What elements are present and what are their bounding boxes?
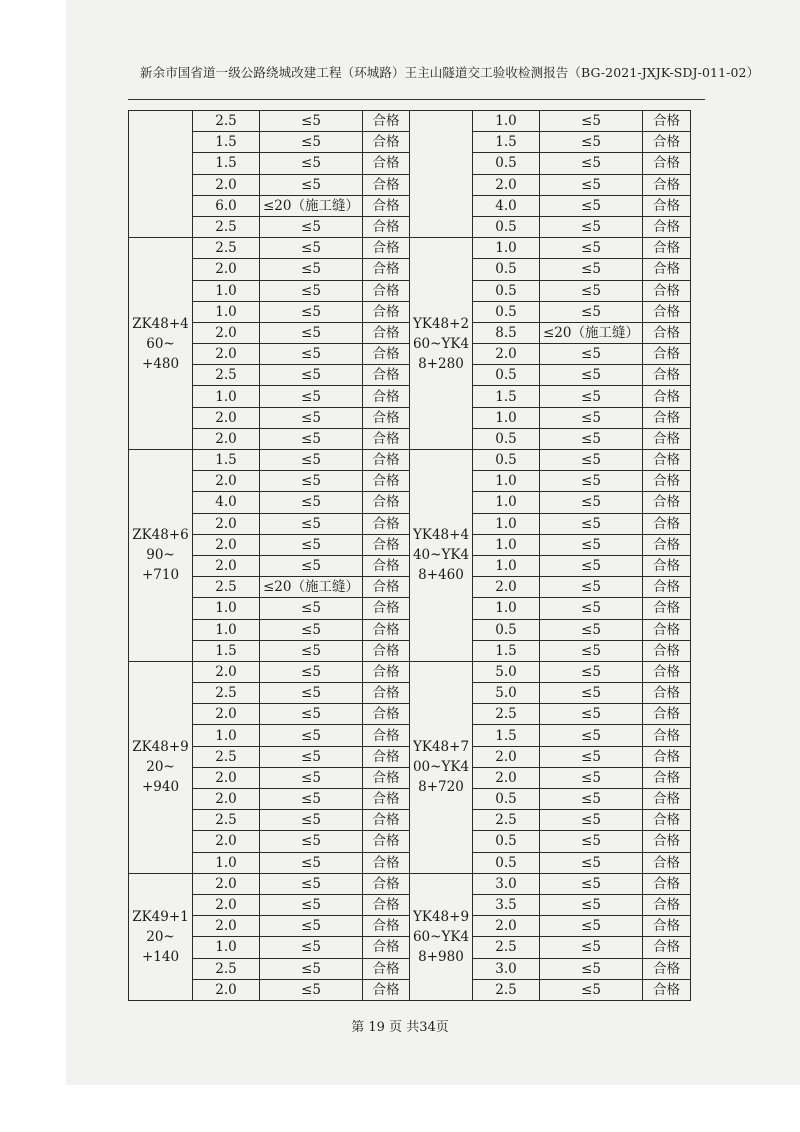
left-limit-cell: ≤5 [260,111,363,132]
right-segment-label-line: 40~YK4 [412,547,470,564]
left-measured-cell: 2.0 [193,471,260,492]
right-segment-cell [410,661,473,873]
right-limit-cell: ≤5 [540,386,643,407]
right-measured-cell: 0.5 [473,619,540,640]
right-measured-cell: 0.5 [473,852,540,873]
right-result-cell: 合格 [643,386,691,407]
left-limit-cell: ≤5 [260,471,363,492]
left-measured-cell: 1.0 [193,280,260,301]
right-measured-cell: 1.0 [473,598,540,619]
right-limit-cell: ≤5 [540,937,643,958]
left-result-cell: 合格 [363,746,410,767]
left-measured-cell: 2.5 [193,958,260,979]
right-segment-label-line: 60~YK4 [412,335,470,352]
left-result-cell: 合格 [363,153,410,174]
right-result-cell: 合格 [643,534,691,555]
right-result-cell: 合格 [643,746,691,767]
left-measured-cell: 2.0 [193,344,260,365]
left-limit-cell: ≤5 [260,386,363,407]
left-segment-label-line: +480 [141,355,180,372]
right-limit-cell: ≤5 [540,534,643,555]
right-measured-cell: 2.0 [473,767,540,788]
left-result-cell: 合格 [363,111,410,132]
left-result-cell: 合格 [363,322,410,343]
left-limit-cell: ≤5 [260,704,363,725]
left-measured-cell: 1.0 [193,619,260,640]
right-measured-cell: 1.5 [473,640,540,661]
right-result-cell: 合格 [643,322,691,343]
left-measured-cell: 1.0 [193,386,260,407]
left-measured-cell: 2.0 [193,831,260,852]
right-result-cell: 合格 [643,513,691,534]
left-limit-cell: ≤5 [260,810,363,831]
right-result-cell: 合格 [643,195,691,216]
left-result-cell: 合格 [363,555,410,576]
left-result-cell: 合格 [363,280,410,301]
inspection-table-container [128,110,690,1001]
right-measured-cell: 2.0 [473,746,540,767]
right-limit-cell: ≤5 [540,174,643,195]
left-segment-cell [129,111,193,238]
right-result-cell: 合格 [643,428,691,449]
right-result-cell: 合格 [643,661,691,682]
left-result-cell: 合格 [363,767,410,788]
left-segment-label-line: 20~ [146,759,175,776]
left-result-cell: 合格 [363,831,410,852]
table-row [129,450,691,471]
right-segment-label-line: 60~YK4 [412,928,470,945]
right-result-cell: 合格 [643,979,691,1000]
left-result-cell: 合格 [363,174,410,195]
left-segment-label-line: +940 [141,779,180,796]
right-limit-cell: ≤5 [540,852,643,873]
left-measured-cell: 2.0 [193,704,260,725]
left-result-cell: 合格 [363,301,410,322]
page-number: 第 19 页 共34页 [351,1020,449,1035]
left-result-cell: 合格 [363,407,410,428]
right-limit-cell: ≤5 [540,555,643,576]
right-measured-cell: 1.5 [473,386,540,407]
right-result-cell: 合格 [643,216,691,237]
left-measured-cell: 6.0 [193,195,260,216]
right-measured-cell: 0.5 [473,450,540,471]
right-measured-cell: 1.0 [473,534,540,555]
right-result-cell: 合格 [643,831,691,852]
left-limit-cell: ≤5 [260,492,363,513]
left-result-cell: 合格 [363,534,410,555]
right-limit-cell: ≤5 [540,979,643,1000]
left-measured-cell: 2.0 [193,555,260,576]
right-result-cell: 合格 [643,365,691,386]
right-measured-cell: 8.5 [473,322,540,343]
right-limit-cell: ≤5 [540,238,643,259]
left-measured-cell: 1.5 [193,153,260,174]
right-result-cell: 合格 [643,280,691,301]
right-segment-label-line: YK48+4 [412,527,470,544]
right-result-cell: 合格 [643,958,691,979]
report-header: 新余市国省道一级公路绕城改建工程（环城路）王主山隧道交工验收检测报告（BG-2021-JXJK-SDJ-011-02） [140,65,760,80]
table-row [129,873,691,894]
right-limit-cell: ≤5 [540,619,643,640]
left-result-cell: 合格 [363,428,410,449]
right-limit-cell: ≤5 [540,873,643,894]
right-limit-cell: ≤5 [540,407,643,428]
right-measured-cell: 3.0 [473,958,540,979]
right-limit-cell: ≤5 [540,513,643,534]
inspection-table-body [129,111,691,1001]
left-measured-cell: 4.0 [193,492,260,513]
left-result-cell: 合格 [363,513,410,534]
right-measured-cell: 0.5 [473,789,540,810]
right-limit-cell: ≤5 [540,259,643,280]
right-limit-cell: ≤5 [540,132,643,153]
left-measured-cell: 1.0 [193,937,260,958]
right-measured-cell: 0.5 [473,259,540,280]
left-limit-cell: ≤5 [260,365,363,386]
right-measured-cell: 1.0 [473,111,540,132]
left-limit-cell: ≤5 [260,789,363,810]
right-result-cell: 合格 [643,174,691,195]
right-segment-cell [410,450,473,662]
right-result-cell: 合格 [643,238,691,259]
right-result-cell: 合格 [643,916,691,937]
right-limit-cell: ≤5 [540,683,643,704]
right-measured-cell: 1.0 [473,471,540,492]
right-result-cell: 合格 [643,619,691,640]
left-result-cell: 合格 [363,132,410,153]
left-measured-cell: 2.0 [193,513,260,534]
left-limit-cell: ≤5 [260,873,363,894]
right-result-cell: 合格 [643,450,691,471]
right-segment-label-line: YK48+7 [412,739,470,756]
right-measured-cell: 2.5 [473,979,540,1000]
right-result-cell: 合格 [643,492,691,513]
right-limit-cell: ≤5 [540,216,643,237]
right-result-cell: 合格 [643,407,691,428]
left-measured-cell: 2.5 [193,365,260,386]
right-limit-cell: ≤5 [540,153,643,174]
left-measured-cell: 1.0 [193,852,260,873]
right-limit-cell: ≤5 [540,111,643,132]
right-segment-label-line: 8+280 [418,355,464,372]
page-margin [0,1085,800,1132]
right-result-cell: 合格 [643,810,691,831]
left-result-cell: 合格 [363,598,410,619]
left-segment-cell [129,450,193,662]
right-result-cell: 合格 [643,640,691,661]
right-result-cell: 合格 [643,259,691,280]
right-measured-cell: 0.5 [473,153,540,174]
left-measured-cell: 2.5 [193,216,260,237]
left-limit-cell: ≤5 [260,216,363,237]
left-result-cell: 合格 [363,894,410,915]
left-segment-cell [129,661,193,873]
left-limit-cell: ≤5 [260,683,363,704]
right-segment-label-line: YK48+2 [412,315,470,332]
left-measured-cell: 2.5 [193,238,260,259]
left-segment-label-line: 90~ [146,547,175,564]
right-result-cell: 合格 [643,767,691,788]
right-measured-cell: 1.0 [473,407,540,428]
left-limit-cell: ≤5 [260,301,363,322]
left-limit-cell: ≤5 [260,513,363,534]
left-measured-cell: 1.0 [193,725,260,746]
right-measured-cell: 5.0 [473,683,540,704]
right-result-cell: 合格 [643,937,691,958]
left-result-cell: 合格 [363,450,410,471]
left-limit-cell: ≤5 [260,916,363,937]
left-limit-cell: ≤5 [260,280,363,301]
left-result-cell: 合格 [363,640,410,661]
left-segment-cell [129,238,193,450]
left-limit-cell: ≤5 [260,174,363,195]
left-limit-cell: ≤5 [260,153,363,174]
left-limit-cell: ≤5 [260,407,363,428]
left-segment-label-line: +710 [141,567,180,584]
left-limit-cell: ≤20（施工缝） [260,195,363,216]
left-limit-cell: ≤5 [260,450,363,471]
left-measured-cell: 2.0 [193,534,260,555]
right-measured-cell: 1.5 [473,725,540,746]
right-measured-cell: 2.5 [473,810,540,831]
right-limit-cell: ≤5 [540,661,643,682]
left-measured-cell: 2.5 [193,683,260,704]
right-measured-cell: 0.5 [473,301,540,322]
right-measured-cell: 2.0 [473,577,540,598]
right-measured-cell: 1.0 [473,238,540,259]
right-limit-cell: ≤5 [540,810,643,831]
right-measured-cell: 3.5 [473,894,540,915]
left-measured-cell: 2.0 [193,322,260,343]
left-limit-cell: ≤5 [260,259,363,280]
left-limit-cell: ≤5 [260,428,363,449]
right-measured-cell: 2.0 [473,174,540,195]
left-segment-label-line: ZK48+9 [132,739,189,756]
right-limit-cell: ≤5 [540,577,643,598]
right-limit-cell: ≤5 [540,831,643,852]
left-measured-cell: 2.0 [193,174,260,195]
right-result-cell: 合格 [643,725,691,746]
left-measured-cell: 2.0 [193,428,260,449]
right-limit-cell: ≤5 [540,725,643,746]
left-limit-cell: ≤5 [260,958,363,979]
right-measured-cell: 2.5 [473,704,540,725]
right-segment-label-line: 8+980 [418,948,464,965]
left-measured-cell: 2.0 [193,259,260,280]
right-segment-label-line: 00~YK4 [412,759,470,776]
right-limit-cell: ≤5 [540,301,643,322]
right-measured-cell: 1.0 [473,555,540,576]
right-result-cell: 合格 [643,873,691,894]
left-result-cell: 合格 [363,216,410,237]
left-result-cell: 合格 [363,471,410,492]
table-row [129,238,691,259]
left-measured-cell: 2.0 [193,894,260,915]
left-measured-cell: 1.5 [193,132,260,153]
right-measured-cell: 0.5 [473,831,540,852]
left-limit-cell: ≤5 [260,619,363,640]
right-measured-cell: 0.5 [473,365,540,386]
right-result-cell: 合格 [643,555,691,576]
right-limit-cell: ≤5 [540,344,643,365]
left-result-cell: 合格 [363,979,410,1000]
header-rule [128,99,705,100]
right-result-cell: 合格 [643,301,691,322]
right-limit-cell: ≤5 [540,598,643,619]
right-result-cell: 合格 [643,598,691,619]
left-result-cell: 合格 [363,238,410,259]
left-measured-cell: 2.0 [193,979,260,1000]
left-segment-label-line: ZK49+1 [132,908,189,925]
right-limit-cell: ≤5 [540,492,643,513]
left-measured-cell: 2.0 [193,789,260,810]
left-result-cell: 合格 [363,619,410,640]
table-row [129,661,691,682]
left-result-cell: 合格 [363,704,410,725]
right-limit-cell: ≤5 [540,428,643,449]
left-limit-cell: ≤5 [260,344,363,365]
left-result-cell: 合格 [363,958,410,979]
right-measured-cell: 5.0 [473,661,540,682]
left-measured-cell: 1.5 [193,450,260,471]
left-measured-cell: 1.0 [193,301,260,322]
right-segment-label-line: 8+720 [418,779,464,796]
right-limit-cell: ≤5 [540,789,643,810]
right-segment-label-line: YK48+9 [412,908,470,925]
right-limit-cell: ≤5 [540,767,643,788]
right-result-cell: 合格 [643,132,691,153]
left-limit-cell: ≤5 [260,979,363,1000]
right-limit-cell: ≤5 [540,746,643,767]
left-segment-label-line: ZK48+4 [132,315,189,332]
left-result-cell: 合格 [363,492,410,513]
left-measured-cell: 2.5 [193,810,260,831]
left-result-cell: 合格 [363,365,410,386]
left-limit-cell: ≤5 [260,534,363,555]
left-limit-cell: ≤5 [260,746,363,767]
right-result-cell: 合格 [643,577,691,598]
left-limit-cell: ≤5 [260,894,363,915]
left-measured-cell: 2.5 [193,111,260,132]
left-segment-label-line: ZK48+6 [132,527,189,544]
left-measured-cell: 2.5 [193,577,260,598]
right-limit-cell: ≤5 [540,195,643,216]
left-measured-cell: 2.0 [193,916,260,937]
right-limit-cell: ≤5 [540,471,643,492]
left-result-cell: 合格 [363,344,410,365]
left-limit-cell: ≤5 [260,555,363,576]
right-limit-cell: ≤20（施工缝） [540,322,643,343]
table-row [129,111,691,132]
right-segment-label-line: 8+460 [418,567,464,584]
right-limit-cell: ≤5 [540,704,643,725]
left-limit-cell: ≤5 [260,640,363,661]
right-measured-cell: 1.5 [473,132,540,153]
right-measured-cell: 1.0 [473,513,540,534]
left-measured-cell: 1.0 [193,598,260,619]
right-measured-cell: 2.5 [473,937,540,958]
left-limit-cell: ≤5 [260,322,363,343]
left-measured-cell: 2.0 [193,873,260,894]
left-measured-cell: 2.0 [193,767,260,788]
right-limit-cell: ≤5 [540,640,643,661]
left-result-cell: 合格 [363,661,410,682]
right-segment-cell [410,873,473,1000]
left-result-cell: 合格 [363,725,410,746]
left-measured-cell: 2.5 [193,746,260,767]
left-limit-cell: ≤5 [260,132,363,153]
right-measured-cell: 0.5 [473,280,540,301]
inspection-table [128,110,691,1001]
right-result-cell: 合格 [643,111,691,132]
left-result-cell: 合格 [363,195,410,216]
left-result-cell: 合格 [363,810,410,831]
right-result-cell: 合格 [643,704,691,725]
right-result-cell: 合格 [643,344,691,365]
right-measured-cell: 3.0 [473,873,540,894]
right-segment-cell [410,238,473,450]
right-measured-cell: 2.0 [473,344,540,365]
right-measured-cell: 0.5 [473,216,540,237]
left-result-cell: 合格 [363,789,410,810]
right-result-cell: 合格 [643,894,691,915]
left-limit-cell: ≤5 [260,238,363,259]
left-measured-cell: 2.0 [193,407,260,428]
right-result-cell: 合格 [643,153,691,174]
left-limit-cell: ≤5 [260,937,363,958]
left-segment-cell [129,873,193,1000]
left-measured-cell: 2.0 [193,661,260,682]
left-result-cell: 合格 [363,683,410,704]
left-result-cell: 合格 [363,916,410,937]
left-result-cell: 合格 [363,386,410,407]
right-limit-cell: ≤5 [540,280,643,301]
right-measured-cell: 2.0 [473,916,540,937]
left-segment-label-line: 20~ [146,928,175,945]
right-measured-cell: 0.5 [473,428,540,449]
left-result-cell: 合格 [363,577,410,598]
left-result-cell: 合格 [363,852,410,873]
left-result-cell: 合格 [363,873,410,894]
left-limit-cell: ≤5 [260,852,363,873]
left-limit-cell: ≤5 [260,661,363,682]
left-limit-cell: ≤5 [260,598,363,619]
right-limit-cell: ≤5 [540,916,643,937]
left-limit-cell: ≤5 [260,831,363,852]
left-segment-label-line: 60~ [146,335,175,352]
left-segment-label-line: +140 [141,948,180,965]
right-limit-cell: ≤5 [540,958,643,979]
left-measured-cell: 1.5 [193,640,260,661]
left-result-cell: 合格 [363,937,410,958]
right-result-cell: 合格 [643,852,691,873]
right-result-cell: 合格 [643,789,691,810]
right-measured-cell: 1.0 [473,492,540,513]
left-limit-cell: ≤5 [260,725,363,746]
right-limit-cell: ≤5 [540,365,643,386]
right-result-cell: 合格 [643,471,691,492]
left-limit-cell: ≤20（施工缝） [260,577,363,598]
right-limit-cell: ≤5 [540,450,643,471]
right-limit-cell: ≤5 [540,894,643,915]
right-segment-cell [410,111,473,238]
right-result-cell: 合格 [643,683,691,704]
right-measured-cell: 4.0 [473,195,540,216]
left-result-cell: 合格 [363,259,410,280]
left-limit-cell: ≤5 [260,767,363,788]
